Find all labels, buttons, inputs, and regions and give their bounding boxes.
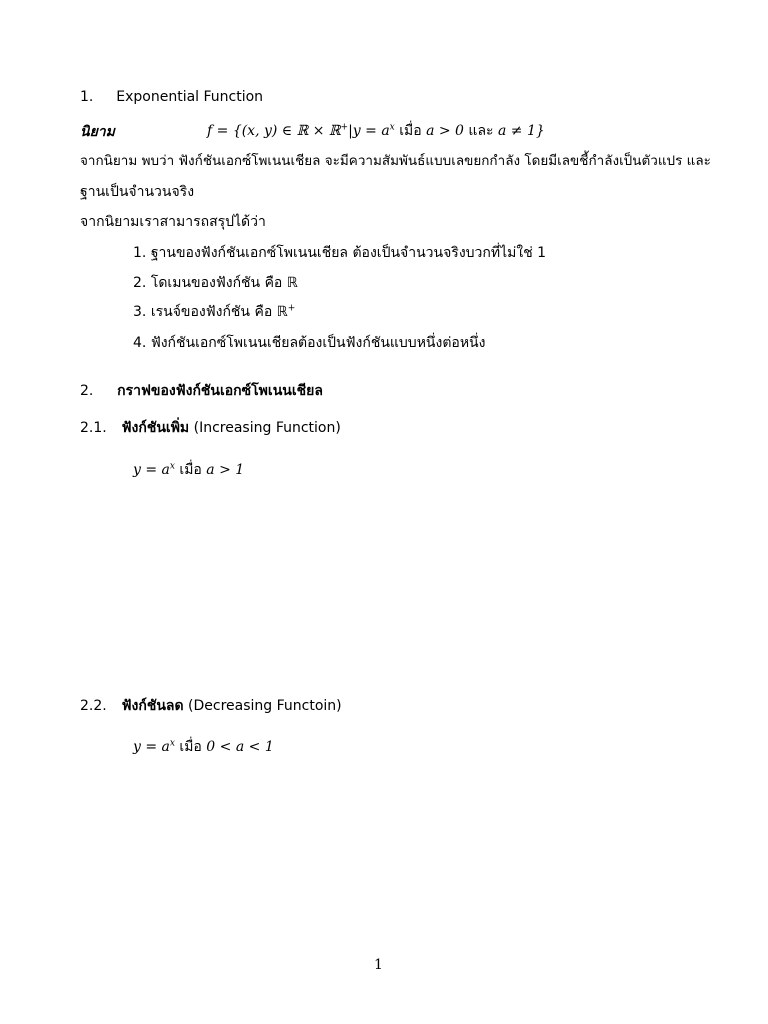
conclusion-item-3: 3. เรนจ์ของฟังก์ชัน คือ ℝ+ bbox=[133, 303, 296, 320]
paragraph-line-3: จากนิยามเราสามารถสรุปได้ว่า bbox=[80, 214, 266, 230]
subsection-2-1-title-en: (Increasing Function) bbox=[193, 420, 341, 436]
subsection-2-1-formula: $y = a^x$ เมื่อ a > 1 bbox=[133, 461, 245, 478]
subsection-2-2-formula: $y = a^x$ เมื่อ 0 < a < 1 bbox=[133, 738, 274, 755]
definition-term: นิยาม bbox=[80, 124, 115, 140]
conclusion-item-4: 4. ฟังก์ชันเอกซ์โพเนนเชียลต้องเป็นฟังก์ชันแบบหนึ่งต่อหนึ่ง bbox=[133, 335, 486, 351]
subsection-2-1-number: 2.1. bbox=[80, 420, 107, 436]
section-2-number: 2. bbox=[80, 383, 94, 399]
section-2-heading bbox=[80, 384, 323, 398]
definition-cond1: a > 0 bbox=[426, 123, 464, 139]
definition-rule: |y = a bbox=[348, 123, 390, 139]
subsection-2-2-number: 2.2. bbox=[80, 698, 107, 714]
definition-when: เมื่อ bbox=[399, 123, 422, 139]
conclusion-item-1: 1. ฐานของฟังก์ชันเอกซ์โพเนนเชียล ต้องเป็นจำนวนจริงบวกที่ไม่ใช่ 1 bbox=[133, 245, 547, 261]
paragraph-line-1: จากนิยาม พบว่า ฟังก์ชันเอกซ์โพเนนเชียล จะมีความสัมพันธ์แบบเลขยกกำลัง โดยมีเลขชี้กำลังเป็นตัวแปร และ bbox=[80, 153, 711, 169]
page-number: 1 bbox=[374, 957, 383, 973]
subsection-2-2-title-en: (Decreasing Functoin) bbox=[188, 698, 342, 714]
subsection-2-1-title-thai: ฟังก์ชันเพิ่ม bbox=[121, 420, 190, 436]
definition-set: f = {(x, y) ∈ ℝ × ℝ bbox=[207, 123, 341, 139]
section-1-title: Exponential Function bbox=[116, 89, 264, 105]
conclusion-item-2: 2. โดเมนของฟังก์ชัน คือ ℝ bbox=[133, 275, 298, 291]
section-1-heading bbox=[80, 90, 263, 104]
subsection-2-2-title-thai: ฟังก์ชันลด bbox=[121, 698, 184, 714]
subsection-2-1-heading bbox=[80, 421, 341, 435]
section-2-title: กราฟของฟังก์ชันเอกซ์โพเนนเชียล bbox=[117, 383, 323, 399]
section-1-number: 1. bbox=[80, 89, 94, 105]
definition-and: และ bbox=[468, 123, 494, 139]
definition-formula: f = {(x, y) ∈ ℝ × ℝ+|y = $a^x$ เมื่อ a > 0 และ a ≠ 1} bbox=[207, 122, 545, 139]
subsection-2-2-heading bbox=[80, 699, 342, 713]
definition-cond2: a ≠ 1} bbox=[498, 123, 545, 139]
paragraph-line-2: ฐานเป็นจำนวนจริง bbox=[80, 184, 195, 200]
